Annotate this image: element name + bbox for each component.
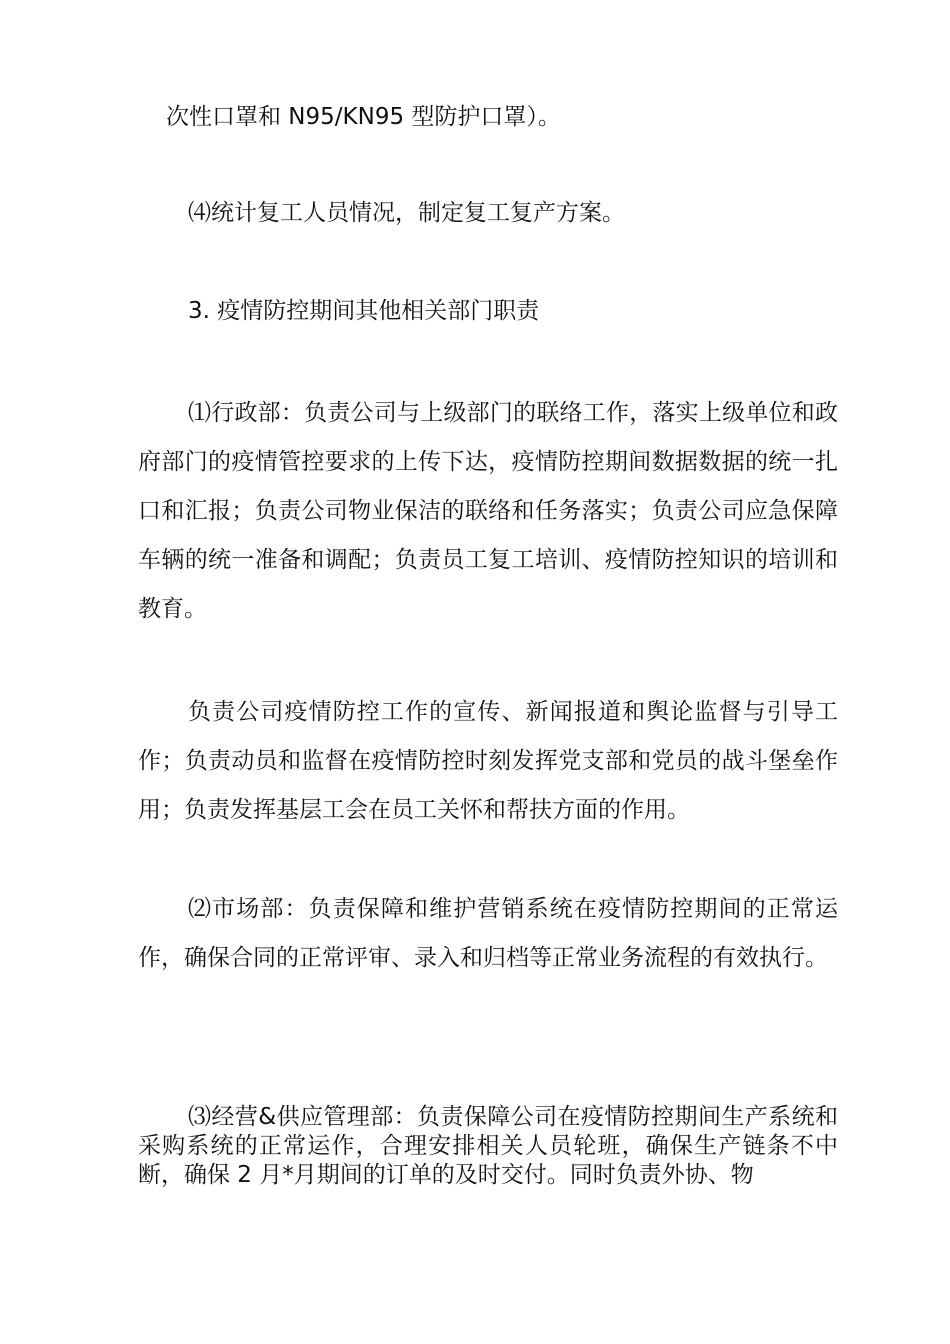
section-heading-3: 3. 疫情防控期间其他相关部门职责 [188,298,540,324]
paragraph-admin-dept: ⑴行政部：负责公司与上级部门的联络工作，落实上级单位和政府部门的疫情管控要求的上传下达，疫情防控期间数据数据的统一扎口和汇报；负责公司物业保洁的联络和任务落实；负责公司应急保障车辆的统一准备和调配；负责员工复工培训、疫情防控知识的培训和教育。 [138,400,838,622]
paragraph-item-4: ⑷统计复工人员情况，制定复工复产方案。 [188,200,625,226]
paragraph-marketing-dept: ⑵市场部：负责保障和维护营销系统在疫情防控期间的正常运作，确保合同的正常评审、录入和归档等正常业务流程的有效执行。 [138,896,838,971]
paragraph-mask-continuation: 次性口罩和 N95/KN95 型防护口罩）。 [166,104,561,130]
paragraph-publicity: 负责公司疫情防控工作的宣传、新闻报道和舆论监督与引导工作；负责动员和监督在疫情防控时刻发挥党支部和党员的战斗堡垒作用；负责发挥基层工会在员工关怀和帮扶方面的作用。 [138,699,838,823]
paragraph-operations-supply-dept: ⑶经营&供应管理部：负责保障公司在疫情防控期间生产系统和采购系统的正常运作，合理安排相关人员轮班，确保生产链条不中断，确保 2 月*月期间的订单的及时交付。同时负责外协、物 [138,1104,838,1188]
